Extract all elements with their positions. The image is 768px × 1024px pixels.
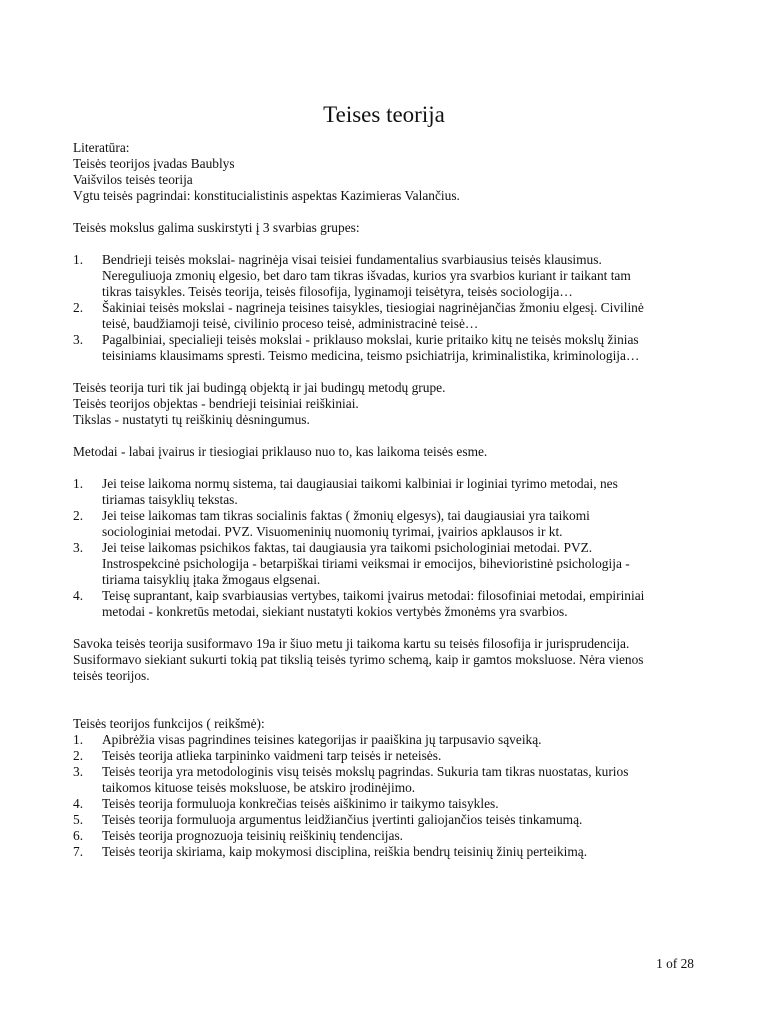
object-paragraph bbox=[73, 380, 713, 428]
list-line: sociologiniai metodai. PVZ. Visuomeninių nuomonių tyrimai, įvairios apklausos ir kt. bbox=[102, 524, 563, 539]
document-body bbox=[73, 140, 713, 860]
paragraph-line: Susiformavo siekiant sukurti tokią pat tikslią teisės tyrimo schemą, kaip ir gamtos moksluose. Nėra vienos bbox=[73, 652, 644, 667]
list-number: 4. bbox=[73, 588, 84, 603]
list-number: 3. bbox=[73, 764, 84, 779]
list-line: Teisės teorija skiriama, kaip mokymosi disciplina, reiškia bendrų teisinių žinių perteikimą. bbox=[102, 844, 588, 859]
methods-intro bbox=[73, 444, 713, 460]
list-item bbox=[73, 828, 713, 844]
list-line: teisė, baudžiamoji teisė, civilinio proceso teisė, administracinė teisė… bbox=[102, 316, 479, 331]
paragraph-line: teisės teorijos. bbox=[73, 668, 150, 683]
list-item bbox=[73, 252, 713, 300]
origin-paragraph bbox=[73, 636, 713, 684]
list-line: Pagalbiniai, specialieji teisės mokslai - priklauso mokslai, kurie pritaiko kitų ne teisės mokslų žinias bbox=[102, 332, 639, 347]
paragraph-line: Teisės teorija turi tik jai budingą objektą ir jai budingų metodų grupe. bbox=[73, 380, 446, 395]
literature-item: Teisės teorijos įvadas Baublys bbox=[73, 156, 235, 171]
list-item bbox=[73, 812, 713, 828]
list-item bbox=[73, 300, 713, 332]
list-line: Teisės teorija formuluoja argumentus leidžiančius įvertinti galiojančios teisės tinkamumą. bbox=[102, 812, 583, 827]
document-title: Teises teorija bbox=[323, 102, 445, 127]
page-indicator: 1 of 28 bbox=[656, 956, 694, 971]
list-item bbox=[73, 588, 713, 620]
list-line: Teisės teorija formuluoja konkrečias teisės aiškinimo ir taikymo taisykles. bbox=[102, 796, 499, 811]
list-number: 3. bbox=[73, 540, 84, 555]
literature-section bbox=[73, 140, 713, 204]
groups-intro bbox=[73, 220, 713, 236]
list-item bbox=[73, 796, 713, 812]
list-item bbox=[73, 764, 713, 796]
list-line: tiriamas taisyklių tekstas. bbox=[102, 492, 238, 507]
list-item bbox=[73, 540, 713, 588]
list-number: 1. bbox=[73, 732, 84, 747]
list-line: taikomos kituose teisės moksluose, be atskiro įrodinėjimo. bbox=[102, 780, 416, 795]
list-number: 7. bbox=[73, 844, 84, 859]
paragraph-line: Teisės teorijos objektas - bendrieji teisiniai reiškiniai. bbox=[73, 396, 359, 411]
spacer bbox=[73, 700, 713, 716]
list-line: Bendrieji teisės mokslai- nagrinėja visai teisiei fundamentalius svarbiausius teisės klausimus. bbox=[102, 252, 602, 267]
list-number: 1. bbox=[73, 476, 84, 491]
paragraph-line: Savoka teisės teorija susiformavo 19a ir šiuo metu ji taikoma kartu su teisės filosofija ir jurisprudencija. bbox=[73, 636, 630, 651]
groups-list bbox=[73, 252, 713, 364]
literature-item: Vgtu teisės pagrindai: konstitucialistinis aspektas Kazimieras Valančius. bbox=[73, 188, 460, 203]
groups-intro-text: Teisės mokslus galima suskirstyti į 3 svarbias grupes: bbox=[73, 220, 360, 235]
list-line: Teisės teorija yra metodologinis visų teisės mokslų pagrindas. Sukuria tam tikras nuostatas, kurios bbox=[102, 764, 629, 779]
list-line: Teisės teorija prognozuoja teisinių reiškinių tendencijas. bbox=[102, 828, 404, 843]
list-line: Teisės teorija atlieka tarpininko vaidmeni tarp teisės ir neteisės. bbox=[102, 748, 442, 763]
list-number: 2. bbox=[73, 300, 84, 315]
list-line: metodai - konkretūs metodai, siekiant nustatyti kokios vertybės žmonėms yra svarbios. bbox=[102, 604, 568, 619]
list-line: Apibrėžia visas pagrindines teisines kategorijas ir paaiškina jų tarpusavio sąveiką. bbox=[102, 732, 542, 747]
list-line: Šakiniai teisės mokslai - nagrineja teisines taisykles, tiesiogiai nagrinėjančias žmoniu elgesį. Civilinė bbox=[102, 300, 644, 315]
list-item bbox=[73, 732, 713, 748]
list-item bbox=[73, 844, 713, 860]
list-line: Teisę suprantant, kaip svarbiausias vertybes, taikomi įvairus metodai: filosofiniai metodai, empiriniai bbox=[102, 588, 645, 603]
methods-list bbox=[73, 476, 713, 620]
list-item bbox=[73, 508, 713, 540]
list-number: 2. bbox=[73, 508, 84, 523]
list-number: 3. bbox=[73, 332, 84, 347]
list-line: tiriama taisyklių įtaka žmogaus elgsenai. bbox=[102, 572, 321, 587]
list-line: tikras taisykles. Teisės teorija, teisės filosofija, lyginamoji teisėtyra, teisės sociologija… bbox=[102, 284, 573, 299]
literature-item: Vaišvilos teisės teorija bbox=[73, 172, 193, 187]
list-item bbox=[73, 476, 713, 508]
list-number: 1. bbox=[73, 252, 84, 267]
list-line: Jei teise laikomas tam tikras socialinis faktas ( žmonių elgesys), tai daugiausiai yra taikomi bbox=[102, 508, 590, 523]
list-number: 6. bbox=[73, 828, 84, 843]
list-line: teisiniams klausimams spresti. Teismo medicina, teismo psichiatrija, kriminalistika, kriminologija… bbox=[102, 348, 640, 363]
list-line: Jei teise laikomas psichikos faktas, tai daugiausia yra taikomi psichologiniai metodai. PVZ. bbox=[102, 540, 593, 555]
methods-intro-text: Metodai - labai įvairus ir tiesiogiai priklauso nuo to, kas laikoma teisės esme. bbox=[73, 444, 488, 459]
paragraph-line: Tikslas - nustatyti tų reiškinių dėsningumus. bbox=[73, 412, 310, 427]
list-number: 5. bbox=[73, 812, 84, 827]
list-line: Instrospekcinė psichologija - betarpiškai tiriami veiksmai ir emocijos, bihevioristinė psichologija - bbox=[102, 556, 630, 571]
functions-list bbox=[73, 732, 713, 860]
functions-heading: Teisės teorijos funkcijos ( reikšmė): bbox=[73, 716, 265, 731]
list-number: 2. bbox=[73, 748, 84, 763]
list-item bbox=[73, 332, 713, 364]
list-line: Nereguliuoja zmonių elgesio, bet daro tam tikras išvadas, kurios yra svarbios kuriant ir taikant tam bbox=[102, 268, 631, 283]
literature-heading: Literatūra: bbox=[73, 140, 130, 155]
list-item bbox=[73, 748, 713, 764]
list-number: 4. bbox=[73, 796, 84, 811]
list-line: Jei teise laikoma normų sistema, tai daugiausiai taikomi kalbiniai ir loginiai tyrimo metodai, nes bbox=[102, 476, 618, 491]
